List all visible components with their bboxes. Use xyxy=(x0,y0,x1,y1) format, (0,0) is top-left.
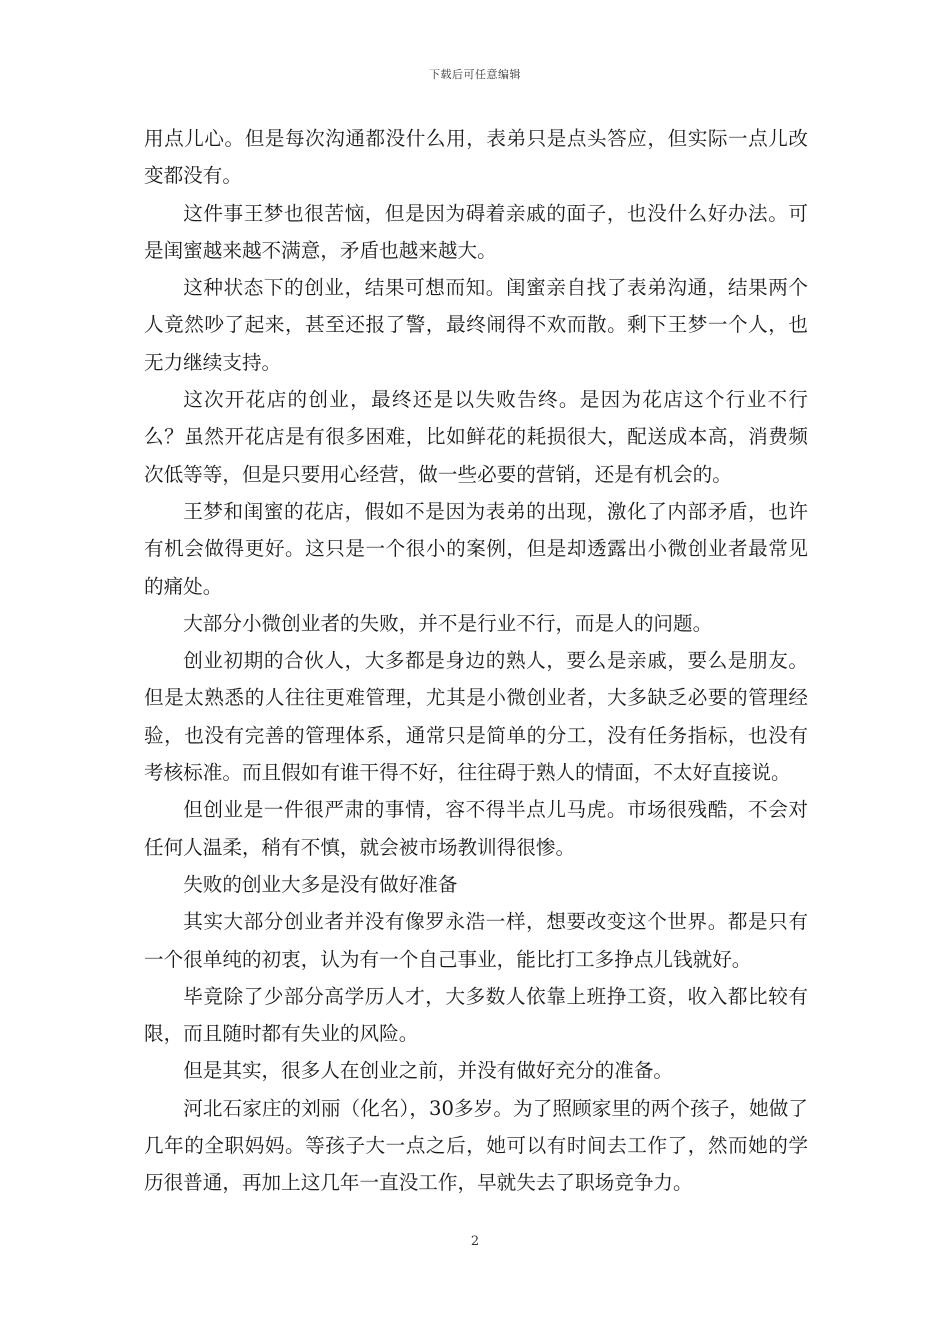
paragraph-6: 大部分小微创业者的失败，并不是行业不行，而是人的问题。 xyxy=(183,611,713,635)
section-heading: 失败的创业大多是没有做好准备 xyxy=(183,872,458,896)
paragraph-3: 这种状态下的创业，结果可想而知。闺蜜亲自找了表弟沟通，结果两个人竟然吵了起来，甚至还报了警，最终闹得不欢而散。剩下王梦一个人，也无力继续支持。 xyxy=(144,276,808,374)
page-number: 2 xyxy=(470,1234,480,1249)
paragraph-10: 其实大部分创业者并没有像罗永浩一样，想要改变这个世界。都是只有一个很单纯的初衷，认为有一个自己事业，能比打工多挣点儿钱就好。 xyxy=(144,910,808,971)
paragraph-5: 王梦和闺蜜的花店，假如不是因为表弟的出现，激化了内部矛盾，也许有机会做得更好。这只是一个很小的案例，但是却透露出小微创业者最常见的痛处。 xyxy=(144,499,808,598)
paragraph-12: 但是其实，很多人在创业之前，并没有做好充分的准备。 xyxy=(183,1059,674,1083)
page-header: 下载后可任意编辑 xyxy=(429,68,521,81)
paragraph-11: 毕竟除了少部分高学历人才，大多数人依靠上班挣工资，收入都比较有限，而且随时都有失业的风险。 xyxy=(144,984,808,1046)
paragraph-7: 创业初期的合伙人，大多都是身边的熟人，要么是亲戚，要么是朋友。但是太熟悉的人往往更难管理，尤其是小微创业者，大多缺乏必要的管理经验，也没有完善的管理体系，通常只是简单的分工，没有任务指标，也没有考核标准。而且假如有谁干得不好，往往碍于熟人的情面，不太好直接说。 xyxy=(144,649,808,785)
paragraph-13: 河北石家庄的刘丽（化名），30多岁。为了照顾家里的两个孩子，她做了几年的全职妈妈。等孩子大一点之后，她可以有时间去工作了，然而她的学历很普通，再加上这几年一直没工作，早就失去了职场竞争力。 xyxy=(144,1096,808,1195)
paragraph-2: 这件事王梦也很苦恼，但是因为碍着亲戚的面子，也没什么好办法。可是闺蜜越来越不满意，矛盾也越来越大。 xyxy=(144,201,808,262)
document-body xyxy=(144,120,808,1202)
paragraph-8: 但创业是一件很严肃的事情，容不得半点儿马虎。市场很残酷，不会对任何人温柔，稍有不慎，就会被市场教训得很惨。 xyxy=(144,798,808,859)
paragraph-4: 这次开花店的创业，最终还是以失败告终。是因为花店这个行业不行么？虽然开花店是有很多困难，比如鲜花的耗损很大，配送成本高，消费频次低等等，但是只要用心经营，做一些必要的营销，还是有机会的。 xyxy=(144,388,808,486)
paragraph-1: 用点儿心。但是每次沟通都没什么用，表弟只是点头答应，但实际一点儿改变都没有。 xyxy=(144,127,808,188)
